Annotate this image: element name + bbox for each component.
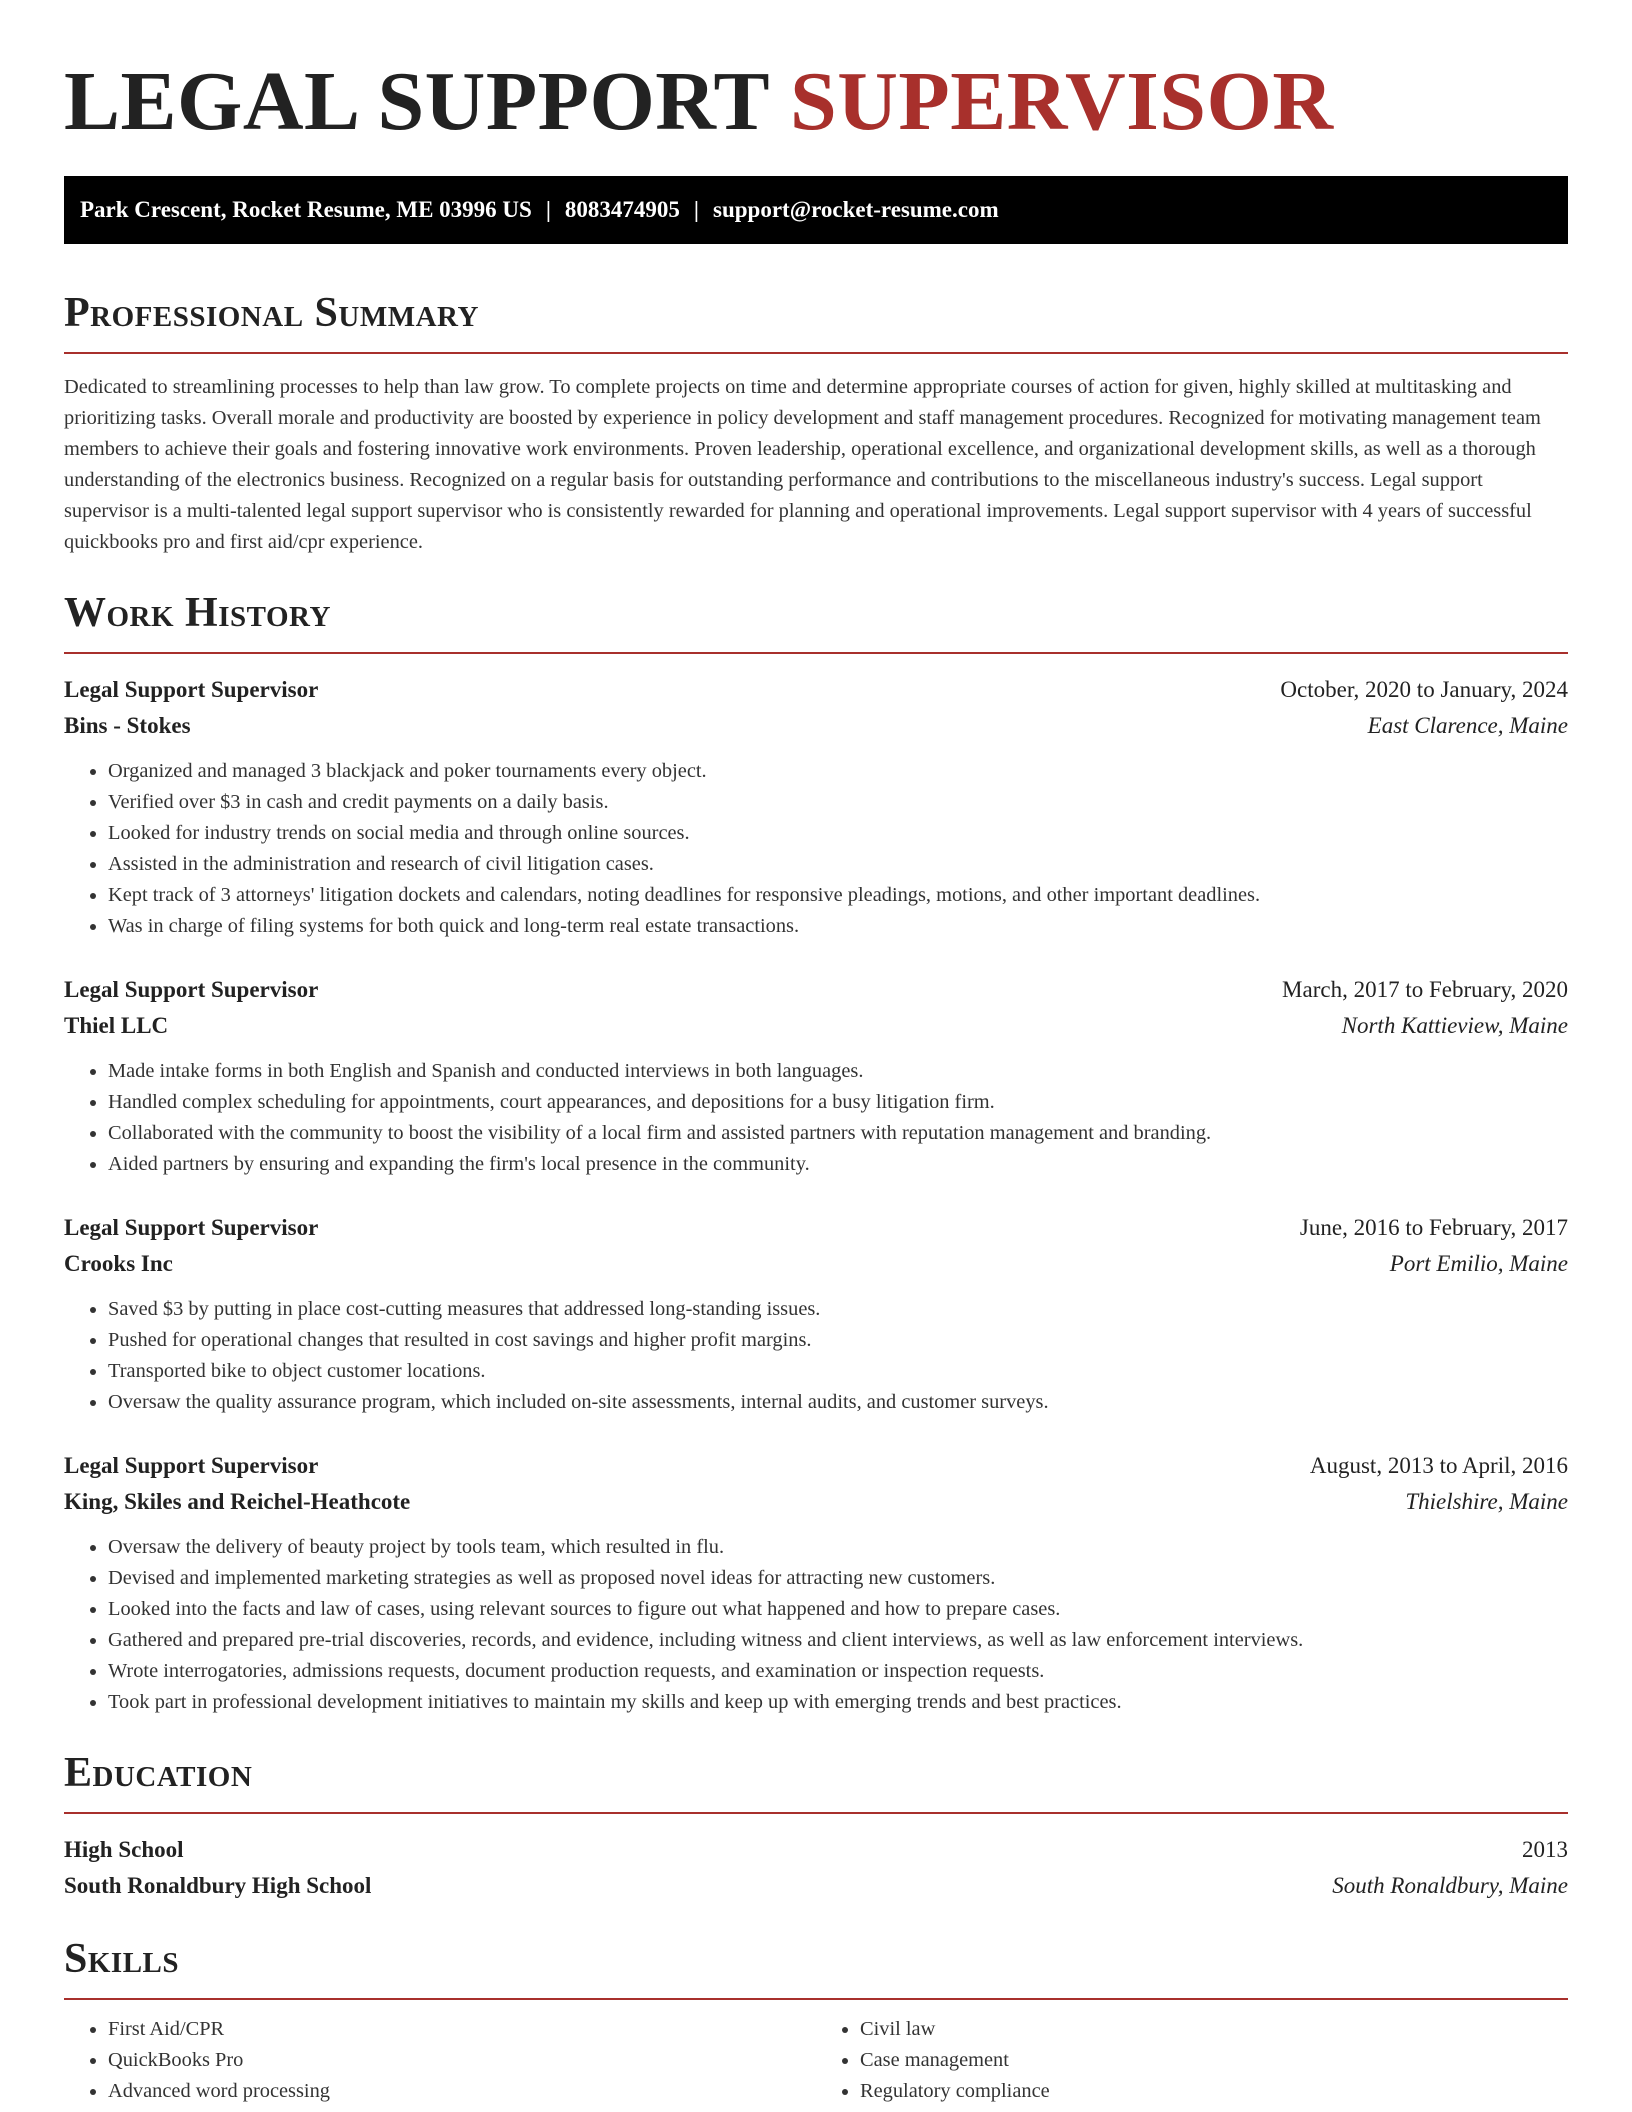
contact-address: Park Crescent, Rocket Resume, ME 03996 US (80, 197, 532, 222)
job-bullets (64, 1294, 1568, 1418)
job-title: Legal Support Supervisor (64, 677, 319, 702)
contact-bar (64, 176, 1568, 244)
job-bullet: • Devised and implemented marketing strategies as well as proposed novel ideas for attracting new customers. (108, 1563, 1568, 1594)
education-degree: High School (64, 1837, 184, 1862)
job-bullet: • Assisted in the administration and research of civil litigation cases. (108, 849, 1568, 880)
job-location: East Clarence, Maine (1367, 713, 1568, 738)
job-entry (64, 672, 1568, 942)
job-bullet: • Transported bike to object customer locations. (108, 1356, 1568, 1387)
job-bullet: • Looked into the facts and law of cases, using relevant sources to figure out what happened and how to prepare cases. (108, 1594, 1568, 1625)
contact-separator: | (545, 197, 551, 222)
job-bullets (64, 1532, 1568, 1718)
skill-item: • Case management (860, 2045, 1568, 2076)
job-location: North Kattieview, Maine (1341, 1013, 1568, 1038)
job-location: Port Emilio, Maine (1389, 1251, 1568, 1276)
job-title: Legal Support Supervisor (64, 1453, 319, 1478)
job-bullet: • Gathered and prepared pre-trial discoveries, records, and evidence, including witness and client interviews, as well as law enforcement interviews. (108, 1625, 1568, 1656)
job-title: Legal Support Supervisor (64, 1215, 319, 1240)
job-entry (64, 972, 1568, 1180)
skills-column-right (816, 2014, 1568, 2107)
job-bullet: • Kept track of 3 attorneys' litigation dockets and calendars, noting deadlines for responsive pleadings, motions, and other important deadlines. (108, 880, 1568, 911)
education-entry (64, 1832, 1568, 1904)
job-bullet: • Oversaw the delivery of beauty project by tools team, which resulted in flu. (108, 1532, 1568, 1563)
resume-title (64, 52, 1568, 152)
contact-email[interactable]: support@rocket-resume.com (713, 197, 999, 222)
job-bullet: • Aided partners by ensuring and expanding the firm's local presence in the community. (108, 1149, 1568, 1180)
work-history-list (64, 672, 1568, 1718)
job-bullet: • Collaborated with the community to boost the visibility of a local firm and assisted partners with reputation management and branding. (108, 1118, 1568, 1149)
education-location: South Ronaldbury, Maine (1332, 1873, 1568, 1898)
job-bullet: • Saved $3 by putting in place cost-cutting measures that addressed long-standing issues. (108, 1294, 1568, 1325)
job-company: King, Skiles and Reichel-Heathcote (64, 1489, 411, 1514)
job-bullet: • Handled complex scheduling for appointments, court appearances, and depositions for a busy litigation firm. (108, 1087, 1568, 1118)
skill-item: • Regulatory compliance (860, 2076, 1568, 2107)
job-company: Thiel LLC (64, 1013, 169, 1038)
skill-item: • First Aid/CPR (108, 2014, 816, 2045)
title-accent: SUPERVISOR (790, 55, 1334, 148)
job-bullet: • Was in charge of filing systems for both quick and long-term real estate transactions. (108, 911, 1568, 942)
summary-text: Dedicated to streamlining processes to help than law grow. To complete projects on time and determine appropriate courses of action for given, highly skilled at multitasking and prioritizing tasks. Overall morale and productivity are boosted by experience in policy development and staff management procedures. Recognized for motivating management team members to achieve their goals and fostering innovative work environments. Proven leadership, operational excellence, and organizational development skills, as well as a thorough understanding of the electronics business. Recognized on a regular basis for outstanding performance and contributions to the miscellaneous industry's success. Legal support supervisor is a multi-talented legal support supervisor who is consistently rewarded for planning and operational improvements. Legal support supervisor with 4 years of successful quickbooks pro and first aid/cpr experience. (64, 376, 1541, 553)
contact-separator: | (693, 197, 699, 222)
skills-column-left (64, 2014, 816, 2107)
job-bullets (64, 756, 1568, 942)
job-dates: August, 2013 to April, 2016 (1309, 1453, 1568, 1478)
job-bullet: • Pushed for operational changes that resulted in cost savings and higher profit margins. (108, 1325, 1568, 1356)
job-location: Thielshire, Maine (1405, 1489, 1568, 1514)
job-company: Crooks Inc (64, 1251, 173, 1276)
job-bullets (64, 1056, 1568, 1180)
job-dates: October, 2020 to January, 2024 (1280, 677, 1568, 702)
job-bullet: • Looked for industry trends on social media and through online sources. (108, 818, 1568, 849)
job-company: Bins - Stokes (64, 713, 191, 738)
contact-phone: 8083474905 (564, 197, 680, 222)
skill-item: • Advanced word processing (108, 2076, 816, 2107)
job-bullet: • Made intake forms in both English and Spanish and conducted interviews in both languages. (108, 1056, 1568, 1087)
job-dates: March, 2017 to February, 2020 (1282, 977, 1568, 1002)
education-school: South Ronaldbury High School (64, 1873, 372, 1898)
title-main: LEGAL SUPPORT (64, 55, 769, 148)
job-entry (64, 1210, 1568, 1418)
work-history-heading: Work History (64, 588, 1568, 654)
job-entry (64, 1448, 1568, 1718)
job-title: Legal Support Supervisor (64, 977, 319, 1002)
job-bullet: • Wrote interrogatories, admissions requests, document production requests, and examination or inspection requests. (108, 1656, 1568, 1687)
job-dates: June, 2016 to February, 2017 (1299, 1215, 1568, 1240)
education-heading: Education (64, 1748, 1568, 1814)
job-bullet: • Took part in professional development initiatives to maintain my skills and keep up with emerging trends and best practices. (108, 1687, 1568, 1718)
skills-heading: Skills (64, 1934, 1568, 2000)
job-bullet: • Verified over $3 in cash and credit payments on a daily basis. (108, 787, 1568, 818)
skills-list (64, 2014, 1568, 2107)
skill-item: • QuickBooks Pro (108, 2045, 816, 2076)
job-bullet: • Organized and managed 3 blackjack and poker tournaments every object. (108, 756, 1568, 787)
job-bullet: • Oversaw the quality assurance program, which included on-site assessments, internal audits, and customer surveys. (108, 1387, 1568, 1418)
summary-heading: Professional Summary (64, 288, 1568, 354)
education-year: 2013 (1522, 1837, 1568, 1862)
skill-item: • Civil law (860, 2014, 1568, 2045)
